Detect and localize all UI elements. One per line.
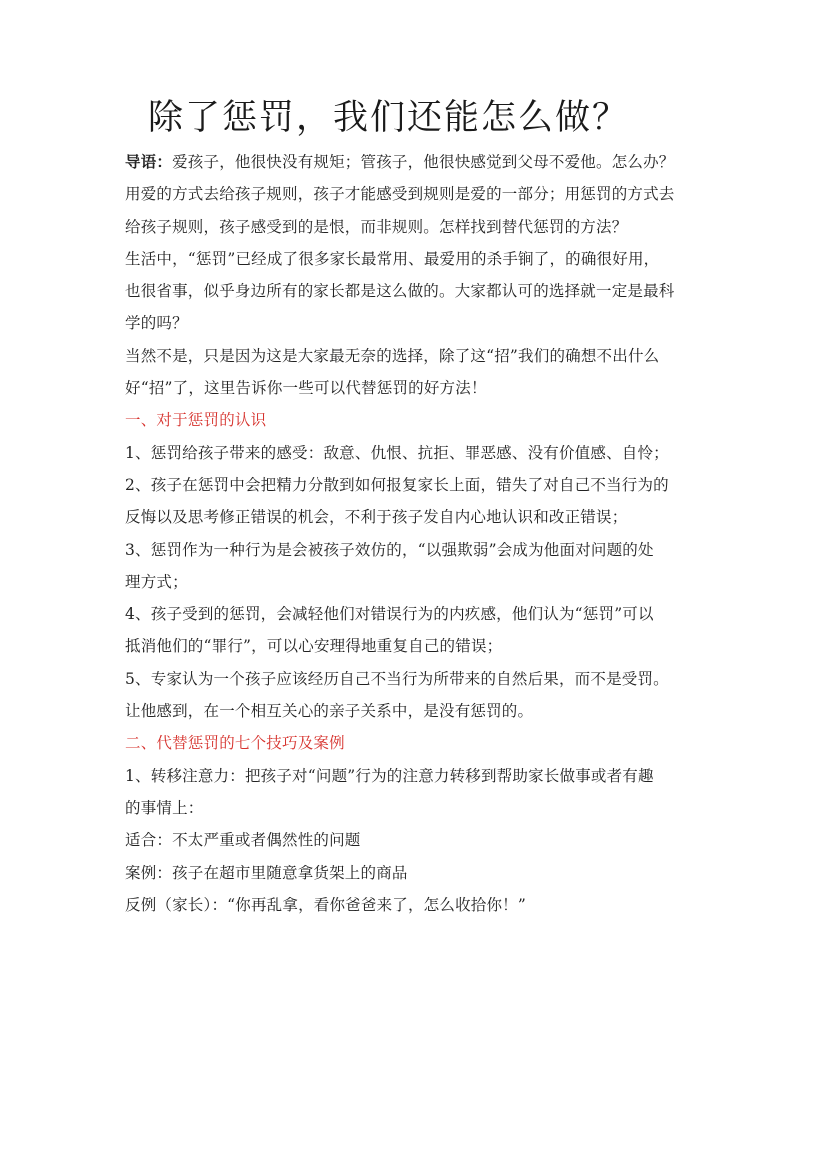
intro-line (125, 146, 715, 178)
paragraph-line: 学的吗？ (125, 314, 188, 333)
paragraph-line: 好“招”了，这里告诉你一些可以代替惩罚的好方法！ (125, 379, 487, 398)
list-item: 4、孩子受到的惩罚，会减轻他们对错误行为的内疚感，他们认为“惩罚”可以 (125, 605, 654, 624)
case-line: 案例：孩子在超市里随意拿货架上的商品 (125, 863, 408, 882)
intro-line: 给孩子规则，孩子感受到的是恨，而非规则。怎样找到替代惩罚的方法？ (125, 217, 628, 236)
list-item: 2、孩子在惩罚中会把精力分散到如何报复家长上面，错失了对自己不当行为的 (125, 475, 669, 494)
list-item: 5、专家认为一个孩子应该经历自己不当行为所带来的自然后果，而不是受罚。 (125, 669, 669, 688)
list-item-continued: 反悔以及思考修正错误的机会，不利于孩子发自内心地认识和改正错误； (125, 508, 628, 527)
list-item-continued: 让他感到，在一个相互关心的亲子关系中，是没有惩罚的。 (125, 702, 534, 721)
list-item: 1、转移注意力：把孩子对“问题”行为的注意力转移到帮助家长做事或者有趣 (125, 766, 654, 785)
counter-example-line: 反例（家长）：“你再乱拿，看你爸爸来了，怎么收拾你！” (125, 895, 526, 914)
paragraph-line: 也很省事，似乎身边所有的家长都是这么做的。大家都认可的选择就一定是最科 (125, 282, 675, 301)
section-heading: 一、对于惩罚的认识 (125, 411, 267, 430)
list-item: 3、惩罚作为一种行为是会被孩子效仿的，“以强欺弱”会成为他面对问题的处 (125, 540, 654, 559)
paragraph-line: 当然不是，只是因为这是大家最无奈的选择，除了这“招”我们的确想不出什么 (125, 346, 660, 365)
page-title: 除了惩罚，我们还能怎么做？ (148, 98, 630, 138)
intro-label: 导语： (125, 152, 173, 171)
list-item-continued: 抵消他们的“罪行”，可以心安理得地重复自己的错误； (125, 637, 503, 656)
list-item-continued: 理方式； (125, 572, 188, 591)
intro-line: 用爱的方式去给孩子规则，孩子才能感受到规则是爱的一部分；用惩罚的方式去 (125, 185, 675, 204)
intro-text: 爱孩子，他很快没有规矩；管孩子，他很快感觉到父母不爱他。怎么办？ (172, 153, 675, 171)
list-item: 1、惩罚给孩子带来的感受：敌意、仇恨、抗拒、罪恶感、没有价值感、自怜； (125, 443, 669, 462)
document-body (125, 146, 715, 921)
paragraph-line: 生活中，“惩罚”已经成了很多家长最常用、最爱用的杀手锏了，的确很好用， (125, 249, 660, 268)
section-heading: 二、代替惩罚的七个技巧及案例 (125, 734, 345, 753)
list-item-continued: 的事情上： (125, 798, 204, 817)
suitable-line: 适合：不太严重或者偶然性的问题 (125, 831, 361, 850)
